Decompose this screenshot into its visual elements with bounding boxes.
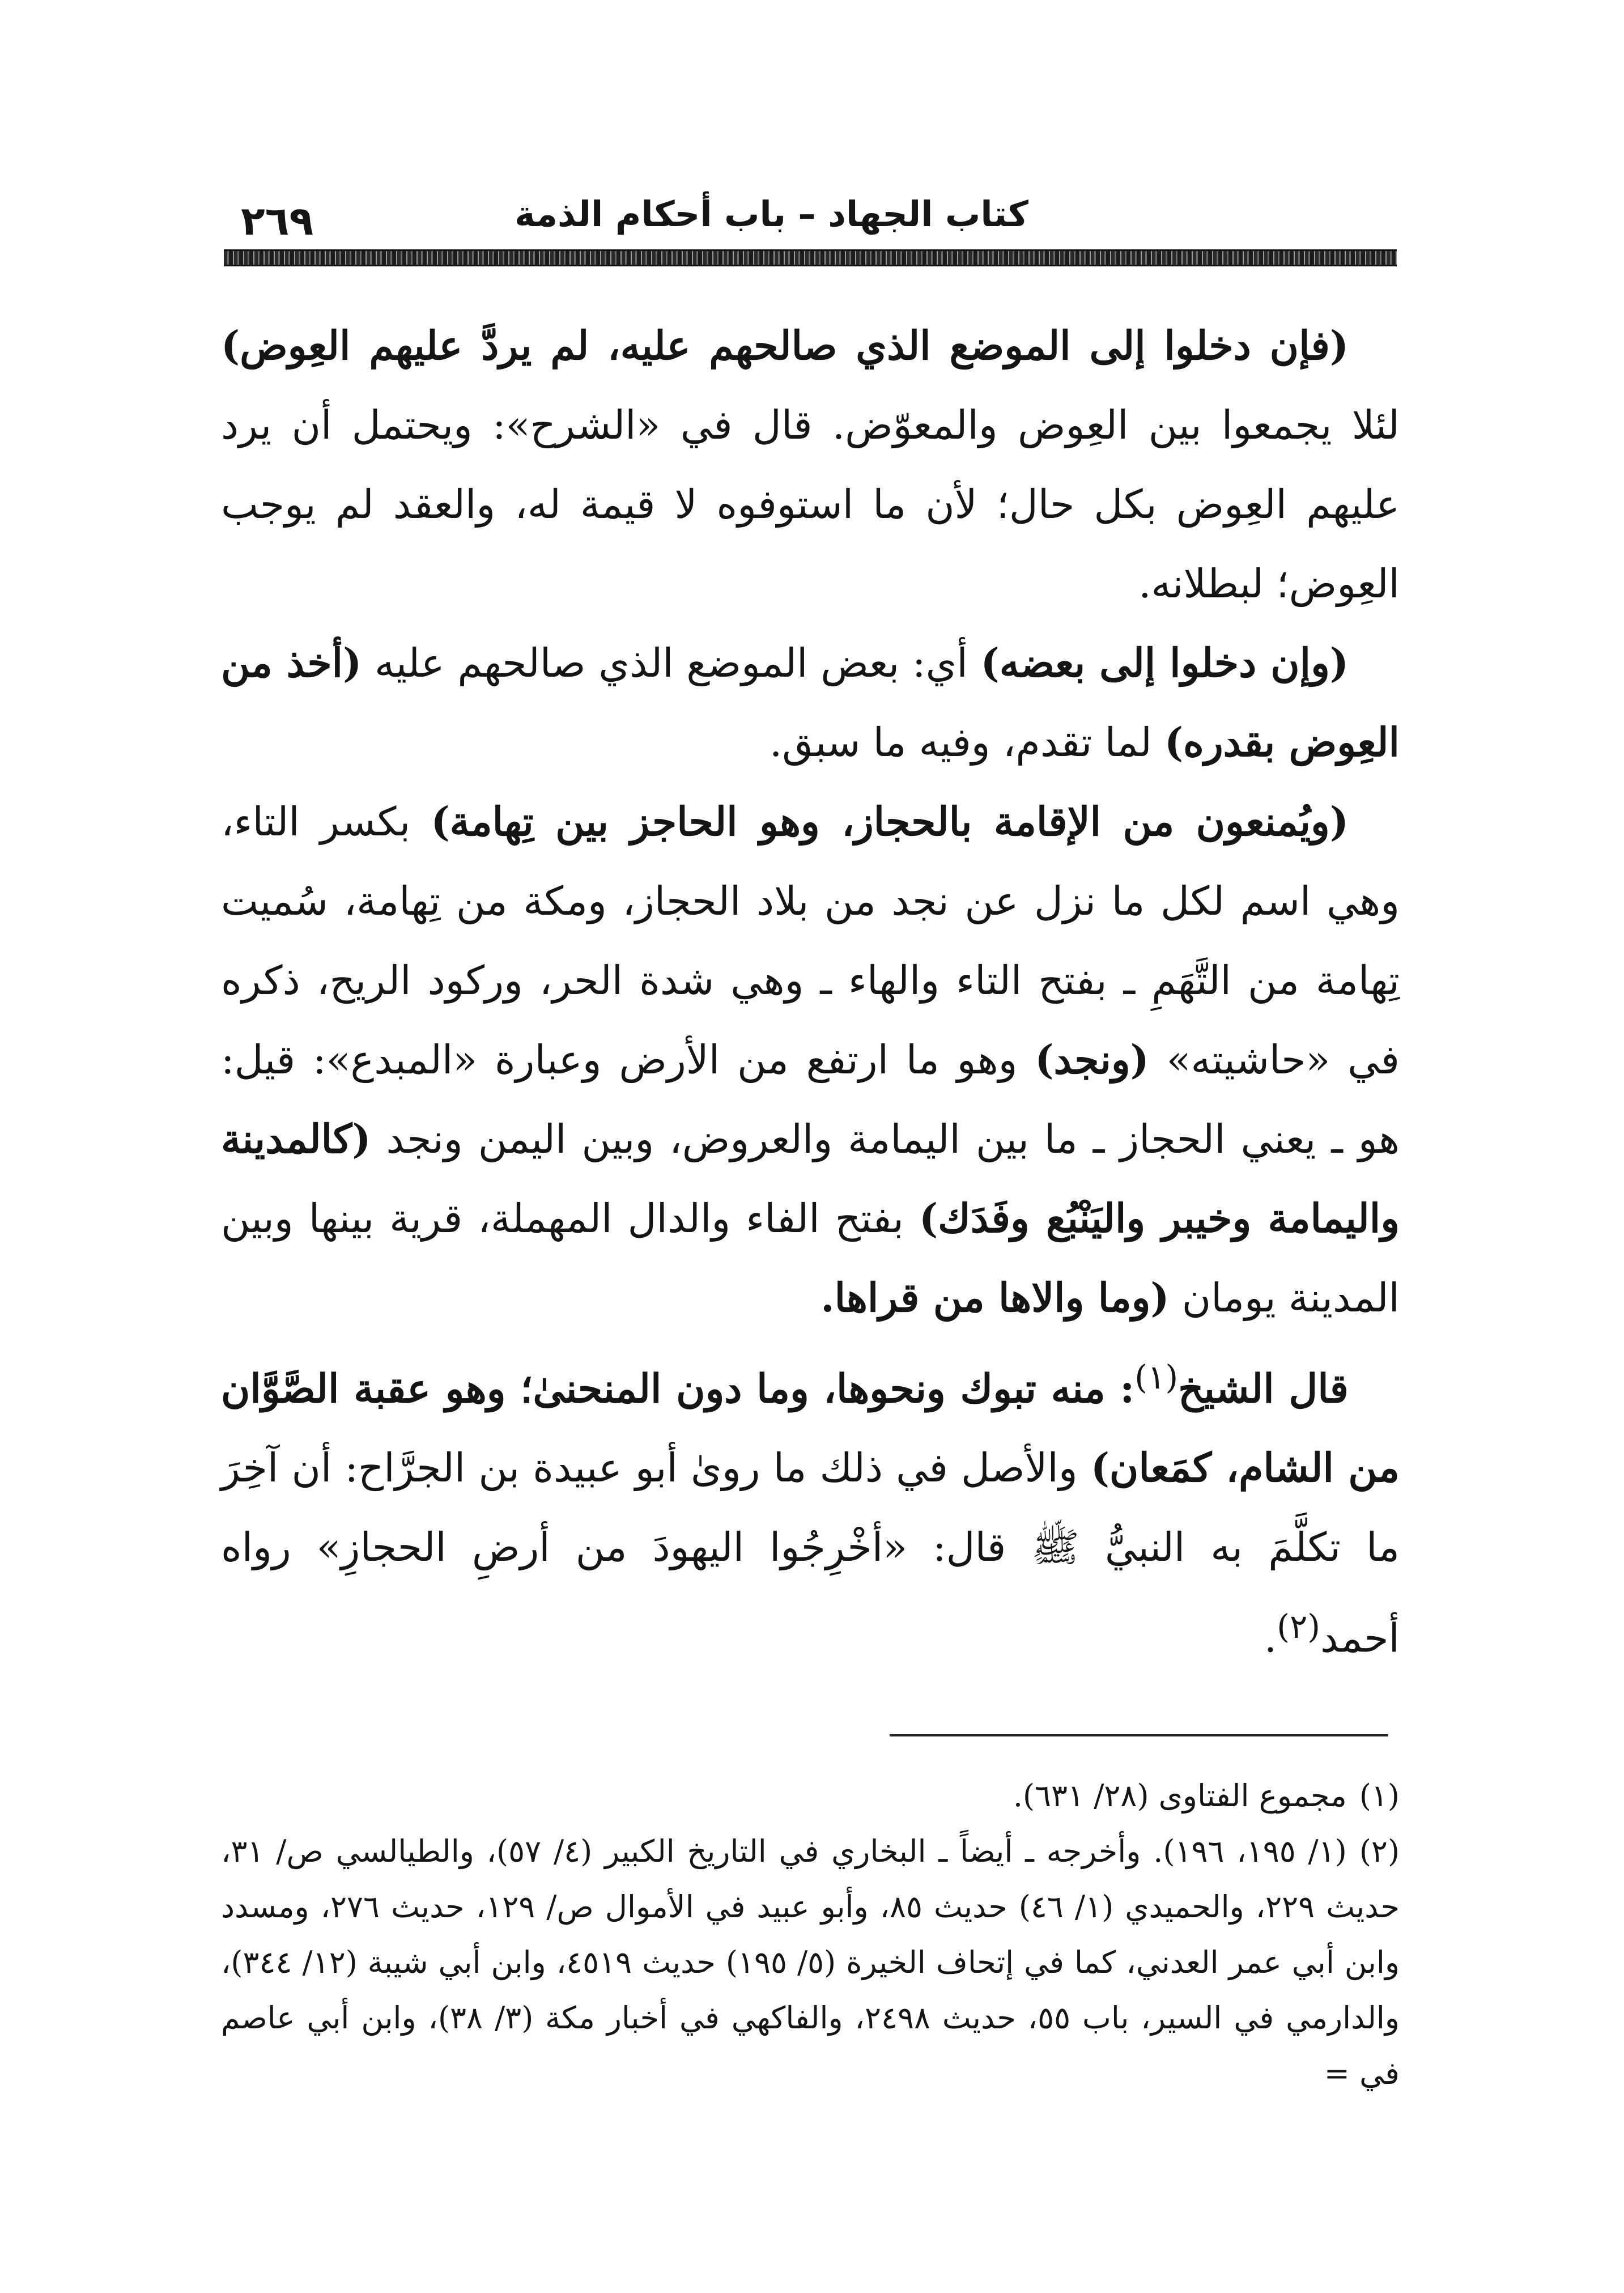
- commentary-text: لئلا يجمعوا بين العِوض والمعوّض. قال في «الشرح»: ويحتمل أن يرد عليهم العِوض بكل حال؛ لأن ما استوفوه لا قيمة له، والعقد لم يوجب العِوض؛ لبطلانه.: [221, 402, 1400, 607]
- bold-phrase: (وإن دخلوا إلى بعضه): [980, 639, 1349, 686]
- footnote-ref[interactable]: (٢): [1277, 1607, 1321, 1646]
- bold-phrase: (ونجد): [1035, 1036, 1149, 1083]
- footnotes: [221, 1768, 1400, 2101]
- footnote-number: (٢): [1359, 1833, 1400, 1869]
- running-title: كتاب الجهاد – باب أحكام الذمة: [514, 193, 1028, 235]
- commentary-text: .: [1264, 1615, 1277, 1662]
- bold-phrase: : منه تبوك ونحوها، وما دون المنحنىٰ؛ وهو عقبة الصَّوَّان من الشام، كمَعان): [221, 1365, 1400, 1492]
- footnote-2: [221, 1824, 1400, 2101]
- main-text: [221, 306, 1400, 1678]
- header-rule: [224, 249, 1397, 266]
- footnote-text: (١/ ١٩٥، ١٩٦). وأخرجه ـ أيضاً ـ البخاري في التاريخ الكبير (٤/ ٥٧)، والطيالسي ص/ ٣١، حديث ٢٢٩، والحميدي (١/ ٤٦) حديث ٨٥، وأبو عبيد في الأموال ص/ ١٢٩، حديث ٢٧٦، ومسدد وابن أبي عمر العدني، كما في إتحاف الخيرة (٥/ ١٩٥) حديث ٤٥١٩، وابن أبي شيبة (١٢/ ٣٤٤)، والدارمي في السير، باب ٥٥، حديث ٢٤٩٨، والفاكهي في أخبار مكة (٣/ ٣٨)، وابن أبي عاصم في =: [221, 1833, 1400, 2091]
- bold-phrase: قال الشيخ: [1178, 1365, 1349, 1412]
- footnote-text: مجموع الفتاوى (٢٨/ ٦٣١).: [1013, 1778, 1347, 1814]
- bold-phrase: (كالمدينة واليمامة وخيبر واليَنْبُع وفَدَك): [221, 1115, 1400, 1242]
- commentary-text: أي: بعض الموضع الذي صالحهم عليه: [362, 640, 981, 686]
- paragraph-1: [221, 306, 1400, 623]
- bold-phrase: (ويُمنعون من الإقامة بالحجاز، وهو الحاجز بين تِهامة): [431, 798, 1349, 845]
- footnote-1: [221, 1768, 1400, 1824]
- footnote-separator: [890, 1734, 1388, 1736]
- commentary-text: لما تقدم، وفيه ما سبق.: [769, 719, 1165, 766]
- commentary-text: بفتح الفاء والدال المهملة، قرية بينها وبين المدينة يومان: [221, 1195, 1400, 1321]
- footnote-ref[interactable]: (١): [1134, 1358, 1179, 1396]
- commentary-text: بكسر التاء، وهي اسم لكل ما نزل عن نجد من بلاد الحجاز، ومكة من تِهامة، سُميت تِهامة من التَّهَمِ ـ بفتح التاء والهاء ـ وهي شدة الحر، وركود الريح، ذكره في «حاشيته»: [221, 799, 1400, 1083]
- bold-phrase: (فإن دخلوا إلى الموضع الذي صالحهم عليه، لم يردَّ عليهم العِوض): [221, 322, 1349, 369]
- commentary-text: وهو ما ارتفع من الأرض وعبارة «المبدع»: قيل: هو ـ يعني الحجاز ـ ما بين اليمامة والعروض، وبين اليمن ونجد: [221, 1037, 1400, 1162]
- commentary-text: والأصل في ذلك ما روىٰ أبو عبيدة بن الجرَّاح: أن آخِرَ ما تكلَّمَ به النبيُّ ﷺ قال: «أخْرِجُوا اليهودَ من أرضِ الحجازِ» رواه أحمد: [221, 1445, 1400, 1662]
- bold-phrase: (أخذ من العِوض بقدره): [221, 639, 1400, 766]
- paragraph-2: [221, 623, 1400, 782]
- paragraph-3: [221, 782, 1400, 1337]
- bold-phrase: (وما والاها من قراها.: [820, 1274, 1170, 1321]
- page-number: ٢٦٩: [241, 198, 314, 244]
- paragraph-4: [221, 1337, 1400, 1678]
- footnote-number: (١): [1359, 1778, 1400, 1814]
- page-header: [224, 181, 1397, 272]
